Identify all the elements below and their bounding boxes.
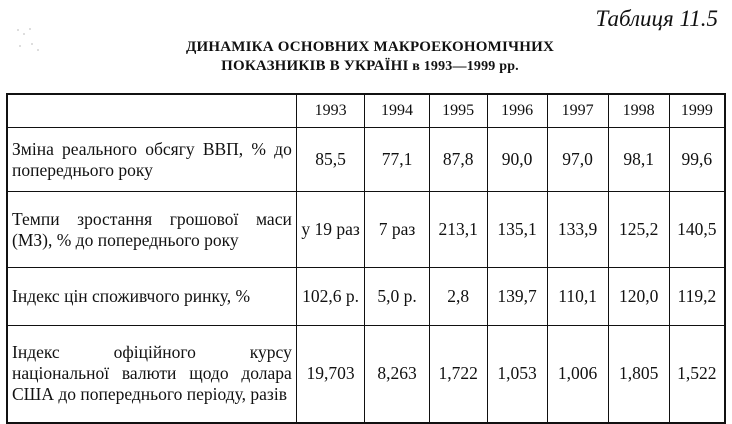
year-header: 1993	[296, 94, 365, 128]
table-cell: 102,6 р.	[296, 268, 365, 326]
table-cell: 1,006	[547, 326, 608, 423]
table-cell: 213,1	[429, 192, 487, 268]
table-cell: 98,1	[608, 128, 669, 192]
table-cell: 5,0 р.	[365, 268, 429, 326]
header-row	[7, 94, 725, 128]
table-cell: 125,2	[608, 192, 669, 268]
table-cell: 8,263	[365, 326, 429, 423]
title-line-2	[110, 57, 630, 76]
title-line-2-main: ПОКАЗНИКІВ В УКРАЇНІ	[221, 58, 409, 74]
table-cell: 87,8	[429, 128, 487, 192]
table-row	[7, 192, 725, 268]
table-cell: 77,1	[365, 128, 429, 192]
table-cell: 19,703	[296, 326, 365, 423]
table-caption: Таблиця 11.5	[595, 6, 718, 31]
row-label: Темпи зростання грошової маси (МЗ), % до попереднього року	[7, 192, 296, 268]
table-row	[7, 326, 725, 423]
year-header: 1995	[429, 94, 487, 128]
macro-indicators-table	[6, 93, 726, 424]
year-header: 1997	[547, 94, 608, 128]
table-cell: 90,0	[487, 128, 547, 192]
table-cell: 120,0	[608, 268, 669, 326]
table-cell: 99,6	[669, 128, 725, 192]
table-cell: 85,5	[296, 128, 365, 192]
table-cell: 1,053	[487, 326, 547, 423]
table-cell: 119,2	[669, 268, 725, 326]
margin-mark	[10, 20, 50, 60]
table-cell: 1,805	[608, 326, 669, 423]
year-header: 1999	[669, 94, 725, 128]
table-cell: 110,1	[547, 268, 608, 326]
table-row	[7, 128, 725, 192]
table-cell: 135,1	[487, 192, 547, 268]
table-cell: 2,8	[429, 268, 487, 326]
row-label: Індекс цін споживчого ринку, %	[7, 268, 296, 326]
header-corner-cell	[7, 94, 296, 128]
row-label: Зміна реального обсягу ВВП, % до попереднього року	[7, 128, 296, 192]
year-header: 1996	[487, 94, 547, 128]
table-cell: 1,722	[429, 326, 487, 423]
row-label: Індекс офіційного курсу національної валюти щодо долара США до попереднього періоду, разів	[7, 326, 296, 423]
table-cell: 7 раз	[365, 192, 429, 268]
table-cell: 97,0	[547, 128, 608, 192]
table-cell: 1,522	[669, 326, 725, 423]
table-title	[110, 38, 630, 76]
title-line-2-years: в 1993—1999 рр.	[408, 59, 519, 74]
year-header: 1998	[608, 94, 669, 128]
table-row	[7, 268, 725, 326]
table-cell: 139,7	[487, 268, 547, 326]
table-cell: у 19 раз	[296, 192, 365, 268]
title-line-1: ДИНАМІКА ОСНОВНИХ МАКРОЕКОНОМІЧНИХ	[186, 39, 554, 55]
table-cell: 140,5	[669, 192, 725, 268]
year-header: 1994	[365, 94, 429, 128]
table-cell: 133,9	[547, 192, 608, 268]
